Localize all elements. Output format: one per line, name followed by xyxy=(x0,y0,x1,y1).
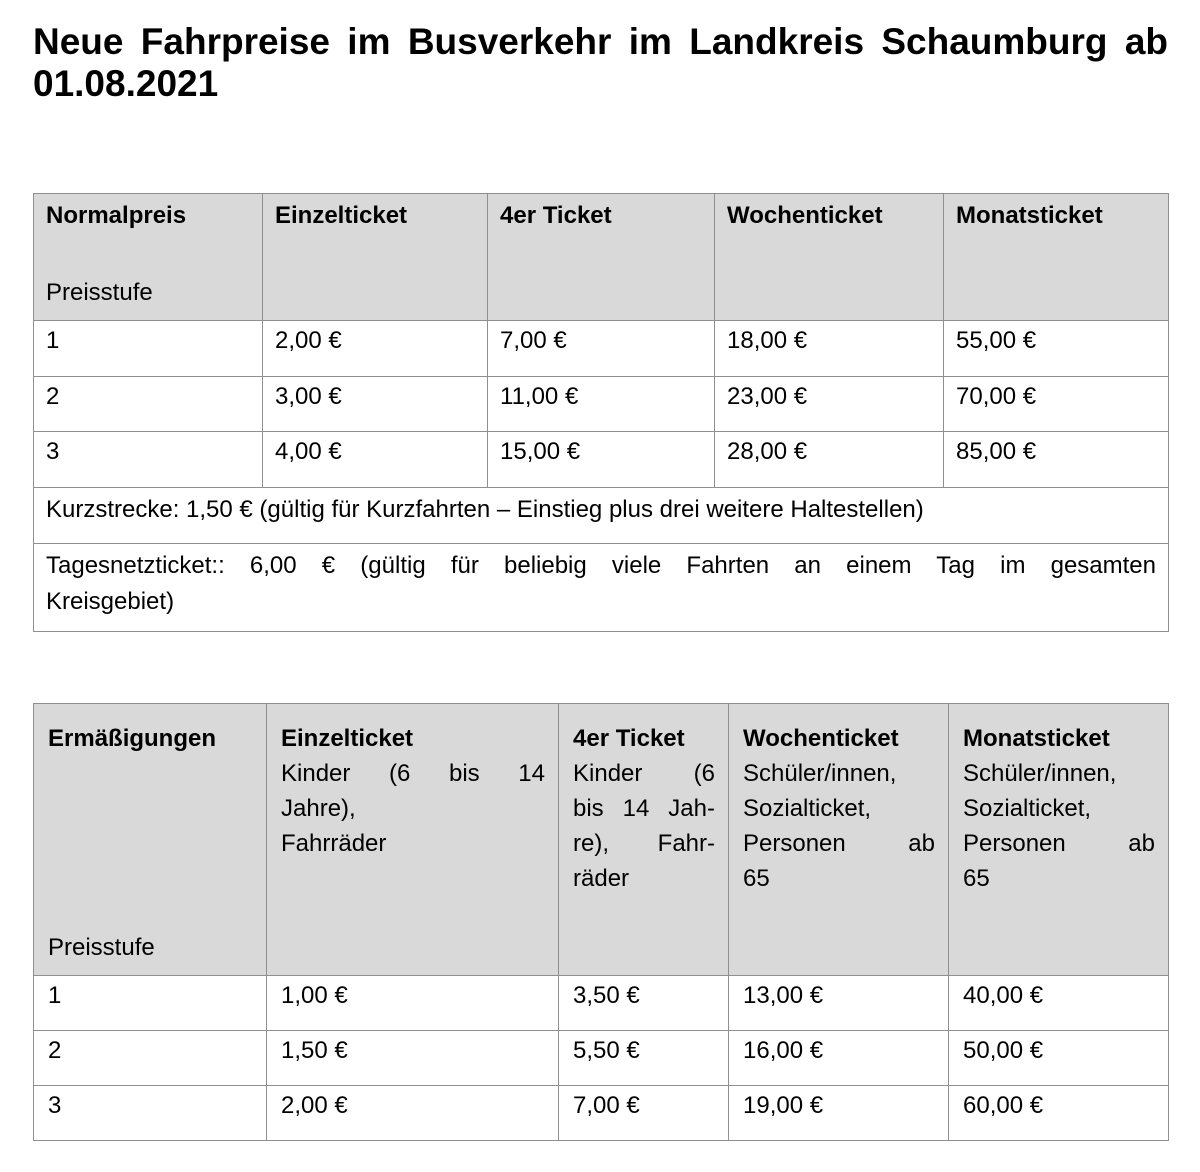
price-cell: 85,00 € xyxy=(944,432,1169,488)
price-cell: 3,50 € xyxy=(559,976,729,1031)
price-cell: 7,00 € xyxy=(559,1086,729,1141)
ermaessigungen-table xyxy=(33,703,1169,1141)
table-row xyxy=(34,976,1169,1031)
price-cell: 70,00 € xyxy=(944,377,1169,432)
column-subtitle-line: bis 14 Jah- xyxy=(573,795,715,822)
price-cell: 3,00 € xyxy=(263,377,488,432)
preisstufe-cell: 2 xyxy=(34,377,263,432)
table2-header-monatsticket xyxy=(949,704,1169,976)
table-row xyxy=(34,488,1169,544)
column-subtitle-line: 65 xyxy=(963,865,990,892)
tagesnetzticket-note-line-2: Kreisgebiet) xyxy=(46,588,175,615)
table1-header-row xyxy=(34,194,1169,321)
table1-header-einzelticket: Einzelticket xyxy=(263,194,488,321)
price-cell: 15,00 € xyxy=(488,432,715,488)
column-subtitle-line: Schüler/innen, xyxy=(743,760,897,787)
column-title: Wochenticket xyxy=(743,725,899,752)
column-subtitle-line: Jahre), xyxy=(281,795,356,822)
price-cell: 23,00 € xyxy=(715,377,944,432)
price-cell: 28,00 € xyxy=(715,432,944,488)
column-subtitle-line: Personen ab xyxy=(963,830,1155,857)
page-title xyxy=(33,21,1168,105)
column-subtitle-line: Kinder (6 bis 14 xyxy=(281,760,545,787)
table2-header-4er-ticket xyxy=(559,704,729,976)
preisstufe-cell: 2 xyxy=(34,1031,267,1086)
table-row xyxy=(34,321,1169,377)
preisstufe-cell: 1 xyxy=(34,321,263,377)
column-title: 4er Ticket xyxy=(573,725,685,752)
table1-title: Normalpreis xyxy=(46,202,187,229)
column-subtitle-line: Personen ab xyxy=(743,830,935,857)
table2-corner-header-cell xyxy=(34,704,267,976)
price-cell: 5,50 € xyxy=(559,1031,729,1086)
table2-row-dimension-label: Preisstufe xyxy=(48,934,155,961)
preisstufe-cell: 3 xyxy=(34,1086,267,1141)
price-cell: 55,00 € xyxy=(944,321,1169,377)
title-line-2: 01.08.2021 xyxy=(33,63,219,104)
price-cell: 2,00 € xyxy=(263,321,488,377)
table1-corner-header-cell xyxy=(34,194,263,321)
table1-header-wochenticket: Wochenticket xyxy=(715,194,944,321)
table1-header-4er-ticket: 4er Ticket xyxy=(488,194,715,321)
column-subtitle-line: Kinder (6 xyxy=(573,760,715,787)
table-row xyxy=(34,1031,1169,1086)
column-title: Einzelticket xyxy=(281,725,414,752)
price-cell: 7,00 € xyxy=(488,321,715,377)
table-row xyxy=(34,377,1169,432)
price-cell: 40,00 € xyxy=(949,976,1169,1031)
price-cell: 16,00 € xyxy=(729,1031,949,1086)
table2-title: Ermäßigungen xyxy=(48,725,217,752)
column-subtitle-line: re), Fahr- xyxy=(573,830,715,857)
column-title: Monatsticket xyxy=(963,725,1110,752)
price-cell: 50,00 € xyxy=(949,1031,1169,1086)
table1-row-dimension-label: Preisstufe xyxy=(46,279,153,306)
column-subtitle-line: Fahrräder xyxy=(281,830,387,857)
preisstufe-cell: 1 xyxy=(34,976,267,1031)
kurzstrecke-note-cell xyxy=(34,488,1169,544)
table2-header-wochenticket xyxy=(729,704,949,976)
column-subtitle-line: Schüler/innen, xyxy=(963,760,1117,787)
preisstufe-cell: 3 xyxy=(34,432,263,488)
table2-header-einzelticket xyxy=(267,704,559,976)
table-row xyxy=(34,432,1169,488)
price-cell: 2,00 € xyxy=(267,1086,559,1141)
price-cell: 11,00 € xyxy=(488,377,715,432)
title-line-1: Neue Fahrpreise im Busverkehr im Landkreis Schaumburg ab xyxy=(33,21,1168,62)
price-cell: 4,00 € xyxy=(263,432,488,488)
price-cell: 60,00 € xyxy=(949,1086,1169,1141)
price-cell: 18,00 € xyxy=(715,321,944,377)
price-cell: 1,00 € xyxy=(267,976,559,1031)
column-subtitle-line: Sozialticket, xyxy=(743,795,872,822)
kurzstrecke-note-text: Kurzstrecke: 1,50 € (gültig für Kurzfahrten – Einstieg plus drei weitere Haltestellen) xyxy=(46,496,924,523)
column-subtitle-line: Sozialticket, xyxy=(963,795,1092,822)
table-row xyxy=(34,544,1169,632)
table1-header-monatsticket: Monatsticket xyxy=(944,194,1169,321)
column-subtitle-line: 65 xyxy=(743,865,770,892)
column-subtitle-line: räder xyxy=(573,865,630,892)
table2-header-row xyxy=(34,704,1169,976)
tagesnetzticket-note-line-1: Tagesnetzticket:: 6,00 € (gültig für beliebig viele Fahrten an einem Tag im gesamten xyxy=(46,552,1156,579)
price-cell: 1,50 € xyxy=(267,1031,559,1086)
tagesnetzticket-note-cell xyxy=(34,544,1169,632)
normalpreis-table xyxy=(33,193,1169,632)
price-cell: 19,00 € xyxy=(729,1086,949,1141)
table-row xyxy=(34,1086,1169,1141)
price-cell: 13,00 € xyxy=(729,976,949,1031)
